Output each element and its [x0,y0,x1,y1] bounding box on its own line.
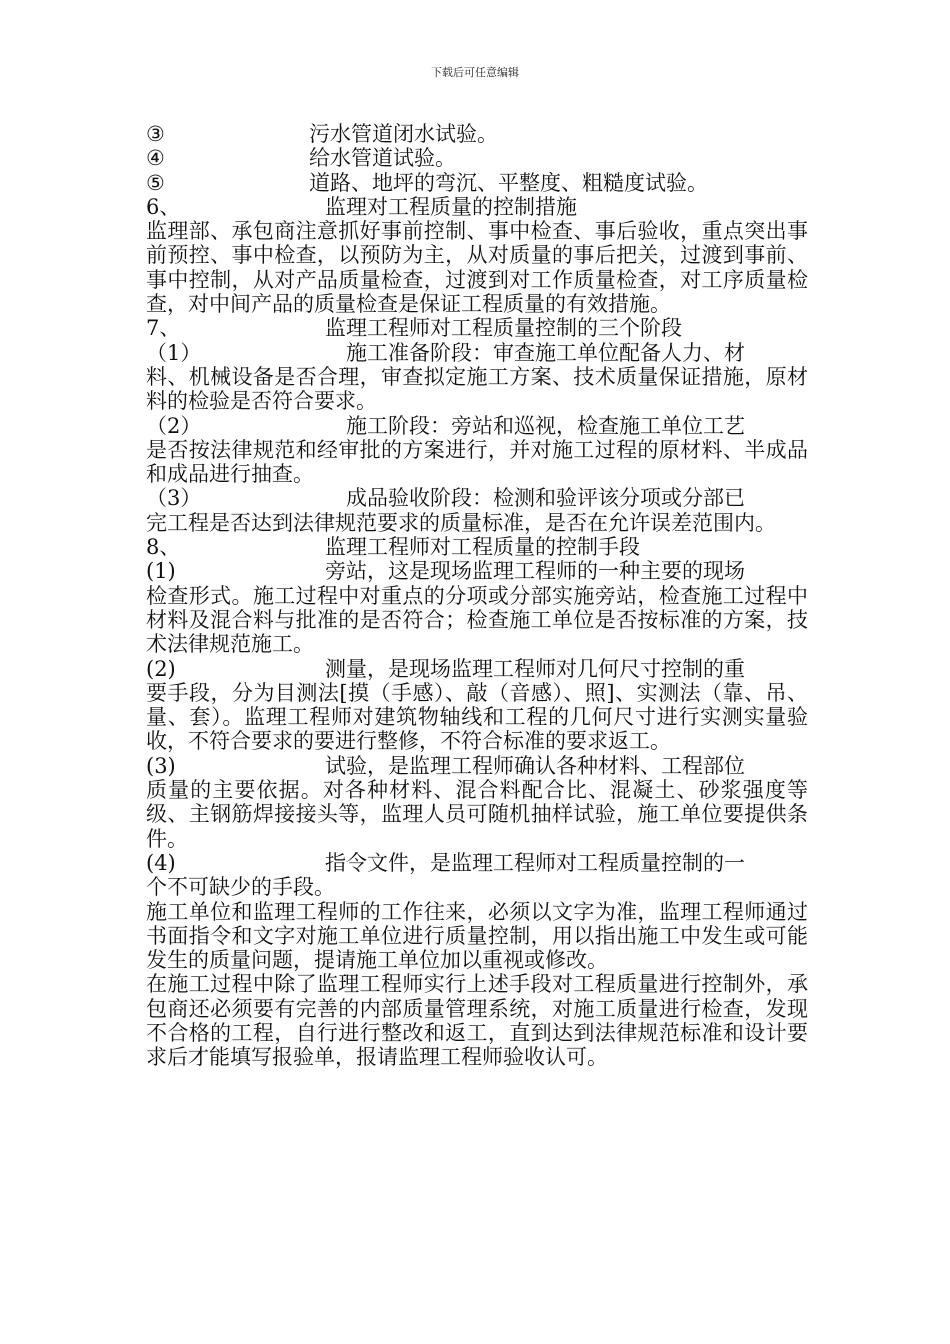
sub-item-lead: 旁站，这是现场监理工程师的一种主要的现场 [325,559,745,584]
sub-item-marker: （2） [146,413,202,438]
item-text: 给水管道试验。 [309,146,456,171]
sub-item-marker: (2) [146,656,176,681]
sub-item-text: 检查形式。施工过程中对重点的分项或分部实施旁站，检查施工过程中材料及混合料与批准的是否符合；检查施工单位是否按标准的方案，技术法律规范施工。 [146,583,808,657]
sub-item-lead: 测量，是现场监理工程师对几何尺寸控制的重 [325,656,745,681]
item-marker: ④ [146,146,165,171]
section-heading [146,195,808,219]
item-text: 道路、地坪的弯沉、平整度、粗糙度试验。 [309,170,708,195]
sub-item [146,559,808,656]
section-title: 监理工程师对工程质量控制的三个阶段 [325,316,682,341]
section-title: 监理对工程质量的控制措施 [325,194,577,219]
section-title: 监理工程师对工程质量的控制手段 [325,535,640,560]
sub-item-lead: 施工阶段：旁站和巡视，检查施工单位工艺 [346,413,745,438]
sub-item [146,486,808,535]
list-item [146,122,808,146]
sub-item [146,754,808,851]
page-header: 下载后可任意编辑 [431,66,519,79]
list-item [146,146,808,170]
sub-item-text: 完工程是否达到法律规范要求的质量标准，是否在允许误差范围内。 [146,510,776,535]
sub-item-marker: (4) [146,850,176,875]
section-heading [146,316,808,340]
sub-item-text: 质量的主要依据。对各种材料、混合料配合比、混凝土、砂浆强度等级、主钢筋焊接接头等，监理人员可随机抽样试验，施工单位要提供条件。 [146,778,808,851]
document-body [146,122,808,1070]
sub-item-lead: 成品验收阶段：检测和验评该分项或分部已 [346,486,745,511]
sub-item-lead: 施工准备阶段：审查施工单位配备人力、材 [346,340,745,365]
paragraph: 监理部、承包商注意抓好事前控制、事中检查、事后验收，重点突出事前预控、事中检查，以预防为主，从对质量的事后把关，过渡到事前、事中控制，从对产品质量检查，过渡到对工作质量检查，对工序质量检查，对中间产品的质量检查是保证工程质量的有效措施。 [146,219,808,317]
sub-item-text: 个不可缺少的手段。 [146,875,335,900]
sub-item [146,851,808,900]
sub-item [146,657,808,754]
sub-item-marker: (3) [146,753,176,778]
sub-item-marker: （1） [146,340,202,365]
list-item [146,171,808,195]
sub-item [146,414,808,487]
sub-item-text: 是否按法律规范和经审批的方案进行，并对施工过程的原材料、半成品和成品进行抽查。 [146,437,808,487]
paragraph: 在施工过程中除了监理工程师实行上述手段对工程质量进行控制外，承包商还必须要有完善的内部质量管理系统，对施工质量进行检查，发现不合格的工程，自行进行整改和返工，直到达到法律规范标准和设计要求后才能填写报验单，报请监理工程师验收认可。 [146,972,808,1070]
section-number: 8、 [146,535,181,560]
paragraph: 施工单位和监理工程师的工作往来，必须以文字为准，监理工程师通过书面指令和文字对施工单位进行质量控制，用以指出施工中发生或可能发生的质量问题，提请施工单位加以重视或修改。 [146,899,808,973]
section-heading [146,535,808,559]
item-marker: ⑤ [146,170,165,195]
sub-item [146,341,808,414]
sub-item-marker: （3） [146,486,202,511]
sub-item-marker: (1) [146,559,176,584]
sub-item-lead: 指令文件，是监理工程师对工程质量控制的一 [325,850,745,875]
sub-item-lead: 试验，是监理工程师确认各种材料、工程部位 [325,753,745,778]
sub-item-text: 料、机械设备是否合理，审查拟定施工方案、技术质量保证措施，原材料的检验是否符合要求。 [146,364,808,414]
section-number: 6、 [146,194,181,219]
item-text: 污水管道闭水试验。 [309,122,498,146]
sub-item-text: 要手段，分为目测法[摸（手感）、敲（音感）、照]、实测法（靠、吊、量、套）。监理工程师对建筑物轴线和工程的几何尺寸进行实测实量验收，不符合要求的要进行整修，不符合标准的要求返工。 [146,680,808,754]
item-marker: ③ [146,122,165,146]
section-number: 7、 [146,316,181,341]
